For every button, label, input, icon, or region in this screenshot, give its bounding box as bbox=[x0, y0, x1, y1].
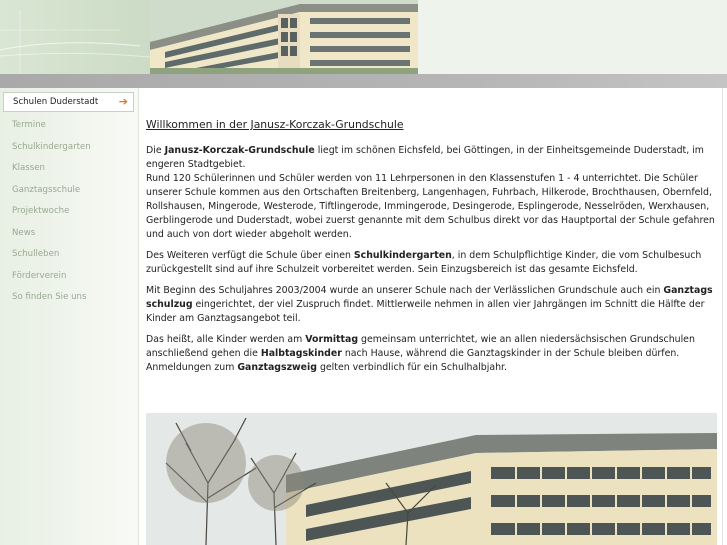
schulkindergarten-paragraph bbox=[146, 249, 718, 277]
sidebar-item-label: Schulkindergarten bbox=[12, 141, 91, 152]
sidebar-item-label: So finden Sie uns bbox=[12, 292, 87, 302]
arrow-right-icon: ➔ bbox=[118, 95, 128, 108]
ganztagszweig-bold: Ganztagszweig bbox=[237, 362, 317, 373]
text: Die bbox=[146, 145, 165, 156]
text: Anmeldungen zum bbox=[146, 362, 238, 373]
school-photo bbox=[146, 413, 717, 545]
sidebar-item-projektwoche[interactable] bbox=[0, 201, 138, 223]
halbtagskinder-bold: Halbtagskinder bbox=[260, 348, 342, 359]
school-building-photo-image bbox=[146, 413, 717, 545]
sidebar bbox=[0, 88, 139, 545]
text: Das heißt, alle Kinder werden am bbox=[146, 334, 306, 345]
text: gelten verbindlich für ein Schulhalbjahr. bbox=[316, 362, 508, 373]
text: Mit Beginn des Schuljahres 2003/2004 wurde an unserer Schule nach der Verlässlichen Grundschule auch ein bbox=[146, 285, 664, 296]
sidebar-item-schulleben[interactable] bbox=[0, 244, 138, 266]
sidebar-item-so-finden-sie-uns[interactable] bbox=[0, 287, 138, 309]
sidebar-item-label: Schulen Duderstadt bbox=[13, 97, 99, 107]
main-content bbox=[146, 118, 718, 382]
header-divider-bar bbox=[0, 74, 727, 88]
text: Des Weiteren verfügt die Schule über einen bbox=[146, 250, 354, 261]
sidebar-nav bbox=[0, 88, 138, 309]
sidebar-item-ganztagsschule[interactable] bbox=[0, 180, 138, 202]
ganztags-paragraph bbox=[146, 284, 718, 326]
text: , in dem Schulpflichtige Kinder, die vom Schulbesuch zurückgestellt sind auf ihre Schulzeit vorbereitet werden. Sein Einzugsbereich ist das gesamte Eichsfeld. bbox=[146, 250, 702, 275]
text: Rund 120 Schülerinnen und Schüler werden von 11 Lehrpersonen in den Klassenstufen 1 - 4 unterrichtet. Die Schüler unserer Schule kommen aus den Ortschaften Breitenberg, Langenhagen, Fuhrbach, Hilkerode, Brochthausen, Obernfeld, Rollshausen, Mingerode, Westerode, Tiftlingerode, Immingerode, Desingerode, Esplingerode, Nesselröden, Werxhausen, Gerblingerode und Duderstadt, wobei zuerst genannte mit dem Schulbus direkt vor das Hauptportal der Schule gefahren und auch von dort wieder abgeholt werden. bbox=[146, 173, 715, 240]
sidebar-item-label: Klassen bbox=[12, 163, 45, 173]
vormittag-paragraph bbox=[146, 333, 718, 375]
school-name-bold: Janusz-Korczak-Grundschule bbox=[164, 145, 315, 156]
sidebar-item-schulen-duderstadt[interactable] bbox=[3, 92, 134, 112]
sidebar-item-label: Ganztagsschule bbox=[12, 184, 81, 195]
sidebar-item-label: News bbox=[12, 227, 36, 238]
school-building-banner-image bbox=[0, 0, 727, 74]
intro-paragraph bbox=[146, 144, 718, 242]
text: eingerichtet, der viel Zuspruch findet. Mittlerweile nehmen in allen vier Jahrgängen im Schnitt die Hälfte der Kinder am Ganztagsangebot teil. bbox=[146, 299, 705, 324]
content-right-border bbox=[722, 88, 723, 545]
sidebar-item-label: Projektwoche bbox=[12, 206, 70, 216]
sidebar-item-termine[interactable] bbox=[0, 115, 138, 137]
sidebar-item-label: Förderverein bbox=[12, 270, 67, 281]
sidebar-item-label: Termine bbox=[12, 120, 46, 130]
ganztags-schulzug-bold: Ganztags schulzug bbox=[146, 285, 713, 310]
text: gemeinsam unterrichtet, wie an allen niedersächsischen Grundschulen anschließend gehen die bbox=[146, 334, 695, 359]
sidebar-item-schulkindergarten[interactable] bbox=[0, 137, 138, 159]
text: nach Hause, während die Ganztagskinder in der Schule bleiben dürfen. bbox=[341, 348, 680, 359]
sidebar-item-klassen[interactable] bbox=[0, 158, 138, 180]
header-banner bbox=[0, 0, 727, 74]
schulkindergarten-bold: Schulkindergarten bbox=[353, 250, 452, 261]
vormittag-bold: Vormittag bbox=[305, 334, 359, 345]
sidebar-item-label: Schulleben bbox=[12, 249, 60, 259]
text: liegt im schönen Eichsfeld, bei Göttingen, in der Einheitsgemeinde Duderstadt, im engeren Stadtgebiet. bbox=[146, 145, 704, 170]
sidebar-item-news[interactable] bbox=[0, 223, 138, 245]
sidebar-item-foerderverein[interactable] bbox=[0, 266, 138, 288]
page-title: Willkommen in der Janusz-Korczak-Grundschule bbox=[146, 118, 404, 131]
